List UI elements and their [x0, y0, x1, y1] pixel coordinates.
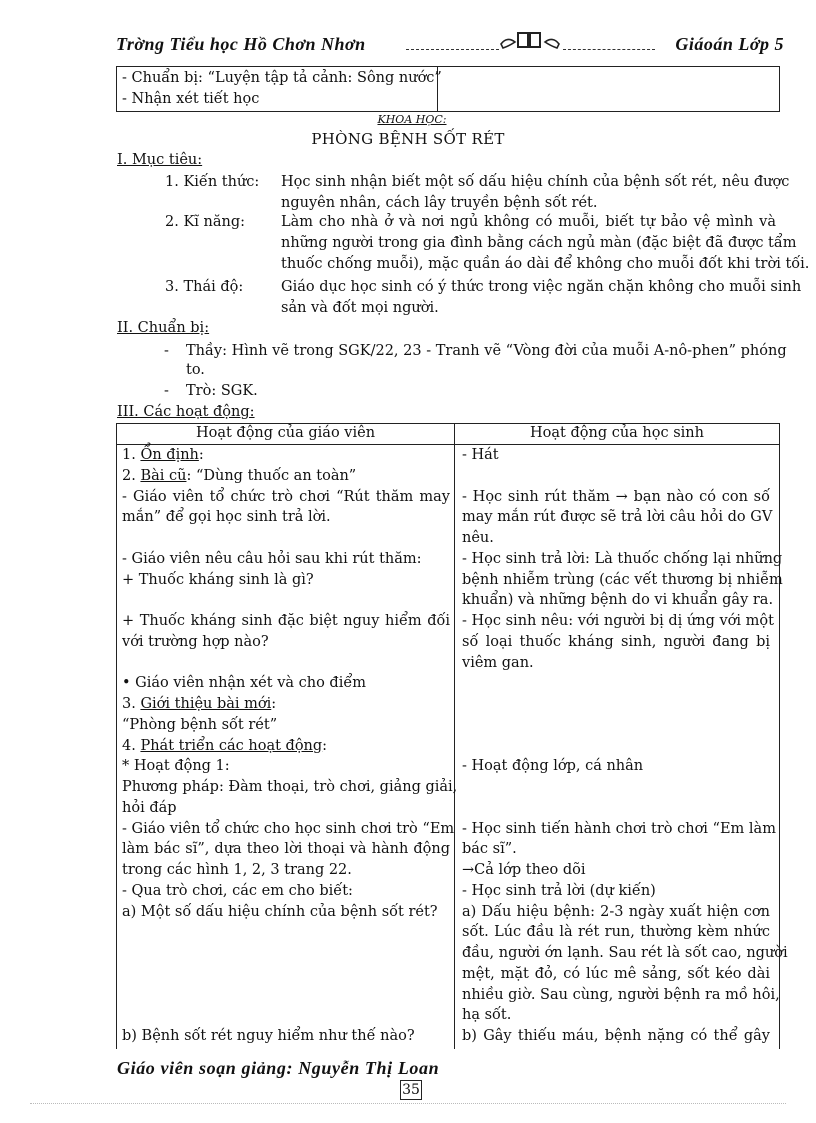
table-line: mắn” để gọi học sinh trả lời.	[122, 509, 331, 526]
table-line: - Học sinh trả lời: Là thuốc chống lại những	[462, 550, 783, 567]
objective-label: 3. Thái độ:	[165, 279, 244, 295]
page-bottom-rule	[30, 1103, 786, 1104]
table-line: mệt, mặt đỏ, có lúc mê sảng, sốt kéo dài	[462, 965, 770, 982]
header-divider-left	[406, 49, 499, 50]
table-line: bệnh nhiễm trùng (các vết thương bị nhiễm	[462, 571, 783, 588]
line-number: 3.	[122, 696, 141, 712]
objective-text-line: những người trong gia đình bằng cách ngủ màn (đặc biệt đã được tẩm	[281, 235, 797, 251]
student-prep-line: Trò: SGK.	[186, 383, 258, 399]
objective-text-line: Giáo dục học sinh có ý thức trong việc ngăn chặn không cho muỗi sinh	[281, 279, 802, 295]
table-line: hạ sốt.	[462, 1007, 512, 1024]
previous-table-end	[116, 66, 780, 112]
line-heading: Ổn định	[140, 447, 199, 463]
table-line	[122, 696, 276, 712]
table-line: - Giáo viên tổ chức cho học sinh chơi trò “Em	[122, 820, 455, 837]
table-line: b) Bệnh sốt rét nguy hiểm như thế nào?	[122, 1028, 415, 1044]
lesson-title: PHÒNG BỆNH SỐT RÉT	[311, 130, 505, 148]
table-line: làm bác sĩ”, dựa theo lời thoại và hành động	[122, 841, 450, 858]
table-line: - Học sinh tiến hành chơi trò chơi “Em làm	[462, 820, 776, 837]
table-line: - Học sinh trả lời (dự kiến)	[462, 882, 656, 899]
table-header-divider	[117, 444, 779, 445]
subject-label: KHOA HỌC:	[377, 113, 447, 126]
table-line: sốt. Lúc đầu là rét run, thường kèm nhức	[462, 924, 770, 941]
table-line: + Thuốc kháng sinh đặc biệt nguy hiểm đối	[122, 613, 450, 629]
table-line: + Thuốc kháng sinh là gì?	[122, 571, 314, 588]
table-line	[122, 447, 204, 463]
prep-line: - Chuẩn bị: “Luyện tập tả cảnh: Sông nước”	[122, 70, 442, 86]
footer-teacher: Giáo viên soạn giảng: Nguyễn Thị Loan	[117, 1058, 440, 1078]
teacher-prep-line-2: to.	[186, 362, 205, 378]
table-line: số loại thuốc kháng sinh, người đang bị	[462, 633, 770, 650]
table-line: viêm gan.	[462, 654, 534, 671]
line-rest: :	[198, 447, 204, 463]
objective-label: 1. Kiến thức:	[165, 174, 260, 190]
teacher-prep-line-1: Thầy: Hình vẽ trong SGK/22, 23 - Tranh vẽ “Vòng đời của muỗi A-nô-phen” phóng	[186, 343, 787, 359]
table-line: →Cả lớp theo dõi	[462, 862, 586, 878]
table-line: đầu, người ớn lạnh. Sau rét là sốt cao, người	[462, 945, 788, 961]
header-divider-right	[563, 49, 655, 50]
table-column-divider	[454, 424, 455, 1049]
line-heading: Giới thiệu bài mới	[140, 696, 272, 712]
table-line	[122, 738, 327, 754]
table-line: - Hoạt động lớp, cá nhân	[462, 758, 644, 775]
table-line: với trường hợp nào?	[122, 633, 269, 650]
table-line: trong các hình 1, 2, 3 trang 22.	[122, 862, 352, 878]
table-line: • Giáo viên nhận xét và cho điểm	[122, 675, 367, 692]
line-number: 2.	[122, 467, 141, 484]
line-number: 4.	[122, 737, 141, 754]
line-rest: : “Dùng thuốc an toàn”	[186, 467, 357, 484]
table-line: * Hoạt động 1:	[122, 758, 230, 775]
objective-text-line: Học sinh nhận biết một số dấu hiệu chính của bệnh sốt rét, nêu được	[281, 174, 790, 190]
header-school: Trờng Tiểu học Hồ Chơn Nhơn	[116, 34, 366, 54]
table-line: - Qua trò chơi, các em cho biết:	[122, 882, 353, 899]
table-line: - Giáo viên tổ chức trò chơi “Rút thăm may	[122, 488, 450, 505]
table-line: b) Gây thiếu máu, bệnh nặng có thể gây	[462, 1028, 770, 1044]
bullet-dash-icon: -	[164, 343, 169, 359]
previous-table-cell	[117, 67, 442, 111]
table-line: - Học sinh nêu: với người bị dị ứng với một	[462, 613, 774, 629]
table-line: - Học sinh rút thăm → bạn nào có con số	[462, 488, 770, 505]
section-objectives-heading: I. Mục tiêu:	[117, 152, 203, 168]
table-line	[122, 468, 356, 484]
table-line: “Phòng bệnh sốt rét”	[122, 716, 278, 733]
objective-text-line: sản và đốt mọi người.	[281, 300, 439, 316]
review-line: - Nhận xét tiết học	[122, 91, 260, 107]
table-line: - Giáo viên nêu câu hỏi sau khi rút thăm:	[122, 550, 422, 567]
book-ornament-icon	[499, 30, 563, 52]
column-header-teacher: Hoạt động của giáo viên	[195, 425, 376, 441]
section-preparation-heading: II. Chuẩn bị:	[117, 320, 210, 336]
table-line: hỏi đáp	[122, 799, 177, 816]
line-rest: :	[271, 696, 277, 712]
table-line: - Hát	[462, 447, 499, 463]
objective-text-line: Làm cho nhà ở và nơi ngủ không có muỗi, biết tự bảo vệ mình và	[281, 214, 776, 230]
column-header-student: Hoạt động của học sinh	[530, 425, 704, 441]
page-header	[116, 34, 784, 58]
table-line: nhiều giờ. Sau cùng, người bệnh ra mồ hôi,	[462, 986, 780, 1003]
section-activities-heading: III. Các hoạt động:	[117, 404, 255, 420]
line-heading: Phát triển các hoạt động	[140, 737, 323, 754]
table-line: Phương pháp: Đàm thoại, trò chơi, giảng giải,	[122, 779, 458, 795]
activities-table	[116, 423, 788, 1049]
teacher-activities	[122, 447, 458, 1047]
objective-text-line: nguyên nhân, cách lây truyền bệnh sốt rét.	[281, 195, 598, 211]
bullet-dash-icon: -	[164, 383, 169, 399]
table-line: bác sĩ”.	[462, 841, 517, 858]
line-rest: :	[322, 737, 328, 754]
objective-label: 2. Kĩ năng:	[165, 214, 246, 230]
table-line: a) Dấu hiệu bệnh: 2-3 ngày xuất hiện cơn	[462, 903, 770, 920]
table-line: nêu.	[462, 530, 494, 546]
table-line: a) Một số dấu hiệu chính của bệnh sốt rét?	[122, 903, 438, 920]
student-activities	[462, 447, 788, 1047]
line-number: 1.	[122, 447, 141, 463]
page-number: 35	[400, 1080, 422, 1100]
objective-text-line: thuốc chống muỗi), mặc quần áo dài để không cho muỗi đốt khi trời tối.	[281, 256, 810, 272]
table-line: khuẩn) và những bệnh do vi khuẩn gây ra.	[462, 592, 774, 609]
line-heading: Bài cũ	[140, 467, 187, 484]
table-line: may mắn rút được sẽ trả lời câu hỏi do GV	[462, 509, 773, 526]
header-grade: Giáoán Lớp 5	[675, 34, 784, 54]
